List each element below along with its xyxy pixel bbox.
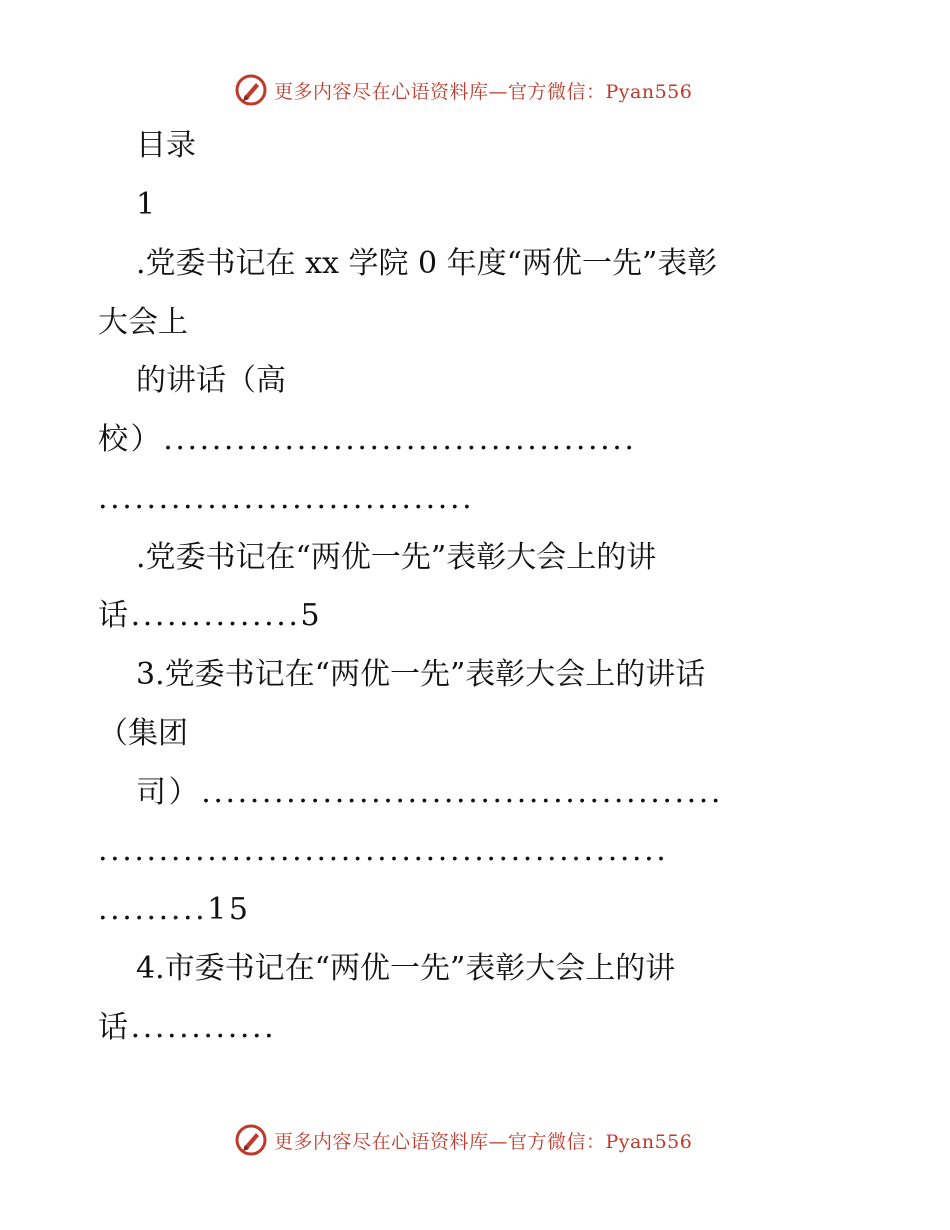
header-watermark: [0, 70, 950, 110]
toc-entry-4: 4.市委书记在“两优一先”表彰大会上的讲: [136, 951, 676, 986]
toc-leader: 话..............5: [98, 598, 323, 633]
toc-entry-3: 3.党委书记在“两优一先”表彰大会上的讲话: [136, 657, 706, 692]
pen-logo-icon: [234, 73, 268, 107]
toc-leader: ...............................................: [98, 833, 669, 868]
watermark-text: 更多内容尽在心语资料库—官方微信：Pyan556: [274, 80, 693, 103]
toc-line: 的讲话（高: [136, 363, 286, 398]
toc-leader: 校）.......................................: [98, 422, 637, 457]
watermark-text: 更多内容尽在心语资料库—官方微信：Pyan556: [274, 1130, 693, 1153]
pen-logo-icon: [234, 1123, 268, 1157]
toc-entry-2: .党委书记在“两优一先”表彰大会上的讲: [136, 540, 657, 575]
toc-line: （集团: [98, 716, 188, 751]
toc-leader: .........15: [98, 892, 251, 927]
toc-leader: ...............................: [98, 481, 475, 516]
footer-watermark: [0, 1120, 950, 1160]
toc-title: 目录: [136, 128, 196, 163]
toc-leader: 话............: [98, 1010, 277, 1045]
toc-line: 大会上: [98, 305, 188, 340]
toc-line: 1: [136, 187, 156, 222]
toc-leader: 司）...........................................: [136, 775, 724, 810]
toc-entry-1: .党委书记在 xx 学院 0 年度“两优一先”表彰: [136, 246, 718, 281]
